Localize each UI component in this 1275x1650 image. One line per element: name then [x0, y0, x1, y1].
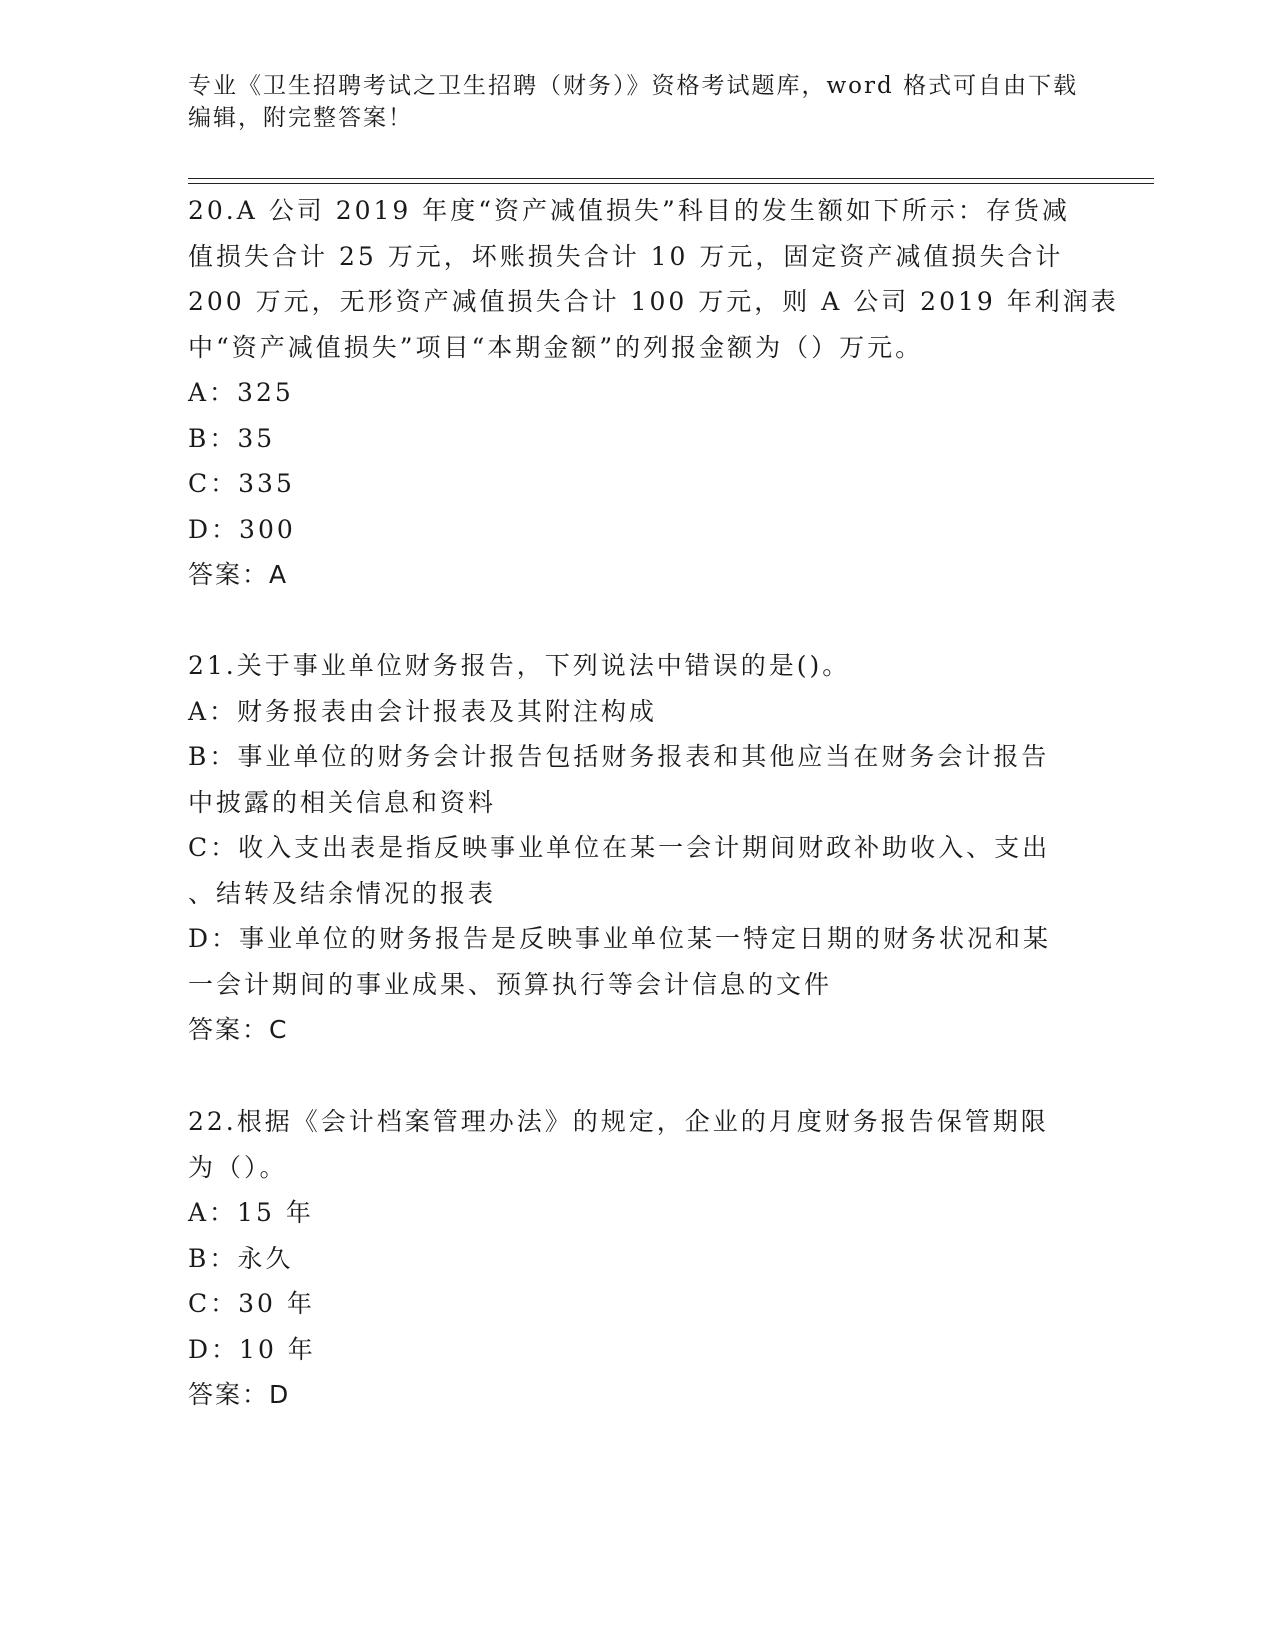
header-line-2: 编辑，附完整答案！: [188, 105, 413, 131]
document-header: [188, 70, 1088, 134]
option-c: C：收入支出表是指反映事业单位在某一会计期间财政补助收入、支出: [188, 833, 1051, 862]
answer-line: 答案：A: [188, 560, 289, 589]
option-d: D：10 年: [188, 1334, 316, 1364]
option-b: B：永久: [188, 1243, 294, 1273]
option-c: C：30 年: [188, 1289, 315, 1318]
option-d: D：事业单位的财务报告是反映事业单位某一特定日期的财务状况和某: [188, 924, 1052, 953]
option-c-continued: 、结转及结余情况的报表: [188, 878, 497, 908]
option-b-continued: 中披露的相关信息和资料: [188, 787, 497, 817]
header-line-1: 专业《卫生招聘考试之卫生招聘（财务）》资格考试题库，word 格式可自由下载: [188, 73, 1079, 99]
option-c: C：335: [188, 469, 295, 498]
question-stem-line: 中“资产减值损失”项目“本期金额”的列报金额为（）万元。: [188, 332, 924, 362]
question-stem-line: 值损失合计 25 万元，坏账损失合计 10 万元，固定资产减值损失合计: [188, 241, 1064, 271]
question-stem-line: 200 万元，无形资产减值损失合计 100 万元，则 A 公司 2019 年利润表: [188, 287, 1119, 316]
option-a: A：325: [188, 378, 294, 407]
option-b: B：事业单位的财务会计报告包括财务报表和其他应当在财务会计报告: [188, 742, 1050, 771]
answer-line: 答案：D: [188, 1380, 291, 1409]
option-d: D：300: [188, 514, 296, 544]
question-stem-line: 21.关于事业单位财务报告，下列说法中错误的是()。: [188, 651, 851, 680]
answer-line: 答案：C: [188, 1015, 289, 1044]
option-d-continued: 一会计期间的事业成果、预算执行等会计信息的文件: [188, 969, 833, 999]
question-20: [188, 188, 1119, 598]
option-b: B：35: [188, 423, 276, 453]
option-a: A：财务报表由会计报表及其附注构成: [188, 696, 658, 726]
question-stem-line: 20.A 公司 2019 年度“资产减值损失”科目的发生额如下所示：存货减: [188, 196, 1070, 225]
question-stem-line: 为（）。: [188, 1152, 288, 1182]
header-divider-top: [188, 178, 1154, 179]
option-a: A：15 年: [188, 1198, 314, 1227]
header-divider-bottom: [188, 183, 1154, 184]
question-stem-line: 22.根据《会计档案管理办法》的规定，企业的月度财务报告保管期限: [188, 1107, 1049, 1136]
question-21: [188, 643, 1088, 1053]
question-22: [188, 1099, 1088, 1418]
